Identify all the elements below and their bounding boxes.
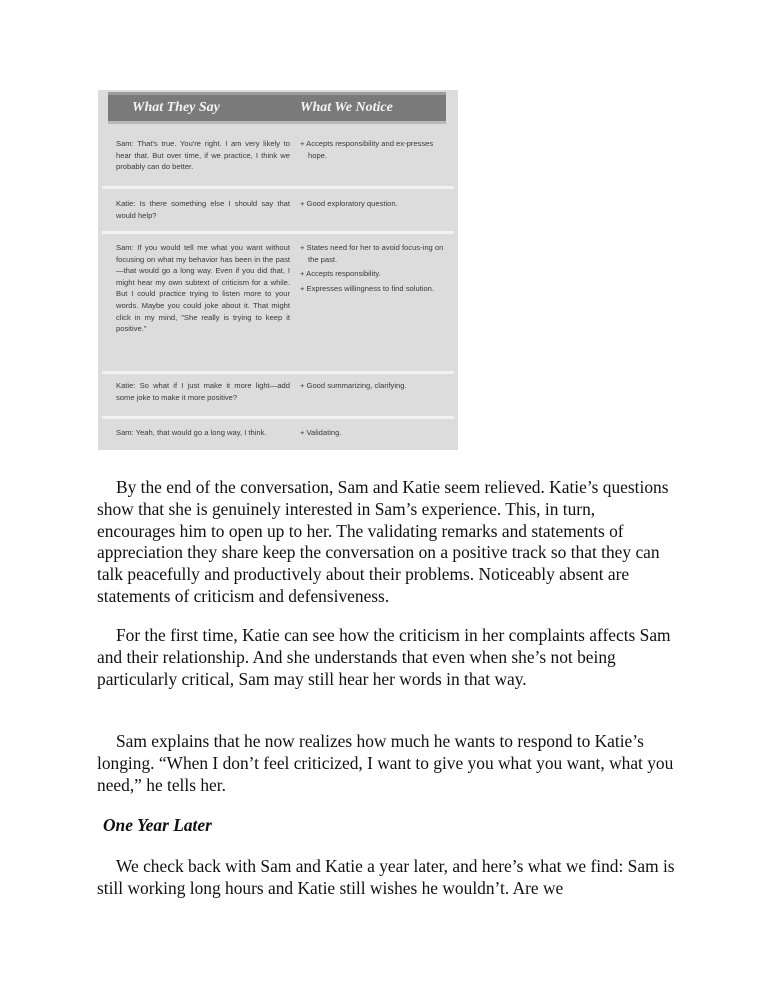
notice-item: + Accepts responsibility.: [300, 269, 381, 279]
table-header: [108, 92, 446, 124]
row-divider: [102, 186, 454, 189]
notice-item: + Good exploratory question.: [300, 199, 398, 208]
section-heading-one-year-later: One Year Later: [103, 815, 212, 835]
header-what-they-say: What They Say: [132, 100, 220, 115]
paragraph-year-later: We check back with Sam and Katie a year later, and here’s what we find: Sam is still working long hours and Katie still wishes he wouldn’t. Are we: [97, 856, 675, 898]
row-divider: [102, 371, 454, 374]
paragraph-conversation-end: By the end of the conversation, Sam and Katie seem relieved. Katie’s questions show that she is genuinely interested in Sam’s experience. This, in turn, encourages him to open up to her. The validating remarks and statements of appreciation they share keep the conversation on a positive track so that they can talk peacefully and productively about their problems. Noticeably absent are statements of criticism and defensiveness.: [97, 477, 669, 606]
row-notice: [300, 138, 448, 164]
header-what-we-notice: What We Notice: [300, 100, 393, 115]
notice-item: + Good summarizing, clarifying.: [300, 381, 407, 390]
dialogue-table: [98, 90, 458, 450]
row-say: Katie: Is there something else I should say that would help?: [116, 199, 290, 220]
paragraph-first-time: For the first time, Katie can see how the criticism in her complaints affects Sam and their relationship. And she understands that even when she’s not being particularly critical, Sam may still hear her words in that way.: [97, 625, 671, 689]
row-divider: [102, 231, 454, 234]
row-say: Katie: So what if I just make it more light—add some joke to make it more positive?: [116, 381, 290, 402]
paragraph-sam-explains: Sam explains that he now realizes how much he wants to respond to Katie’s longing. “When I don’t feel criticized, I want to give you what you want, what you need,” he tells her.: [97, 731, 674, 795]
notice-item: + Validating.: [300, 428, 342, 437]
notice-item: + Expresses willingness to find solution.: [300, 283, 435, 293]
row-notice: [300, 242, 448, 297]
row-notice: [300, 198, 448, 213]
row-say: Sam: If you would tell me what you want without focusing on what my behavior has been in the past—that would go a long way. Even if you did that, I might hear my own subtext of criticism for a while. But I could practice trying to listen more to your words. Maybe you could joke about it. That might click in my mind, "She really is trying to keep it positive.": [116, 243, 290, 334]
row-say: Sam: That's true. You're right. I am very likely to hear that. But over time, if we practice, I think we probably can do better.: [116, 139, 290, 172]
notice-item: + States need for her to avoid focus-ing on the past.: [300, 243, 444, 264]
row-notice: [300, 427, 448, 442]
row-notice: [300, 380, 448, 395]
row-divider: [102, 416, 454, 419]
row-say: Sam: Yeah, that would go a long way, I think.: [116, 428, 267, 437]
notice-item: + Accepts responsibility and ex-presses hope.: [300, 139, 434, 160]
